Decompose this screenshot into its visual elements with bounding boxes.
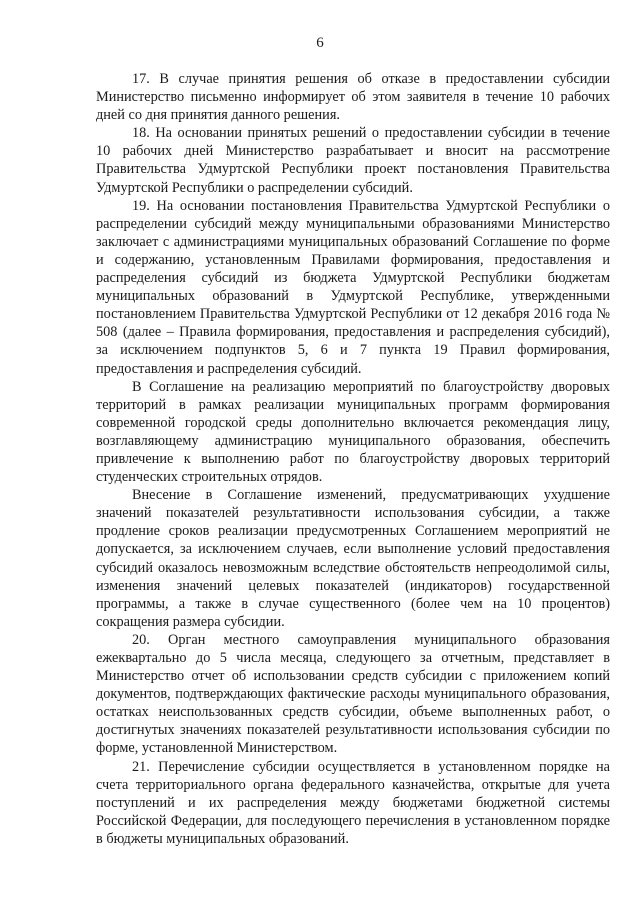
paragraph-17: 17. В случае принятия решения об отказе в предоставлении субсидии Министерство письменно информирует об этом заявителя в течение 10 рабочих дней со дня принятия данного решения.: [96, 71, 610, 124]
document-body: [96, 70, 610, 848]
paragraph-20: 20. Орган местного самоуправления муниципального образования ежеквартально до 5 числа месяца, следующего за отчетным, представляет в Министерство отчет об использовании средств субсидии с приложением копий документов, подтверждающих фактические расходы муниципального образования, остатках неиспользованных средств субсидии, объеме выполненных работ, о достигнутых значениях показателей результативности использования субсидии по форме, установленной Министерством.: [96, 631, 610, 757]
page-number: 6: [316, 35, 324, 51]
paragraph-21: 21. Перечисление субсидии осуществляется в установленном порядке на счета территориального органа федерального казначейства, открытые для учета поступлений и их распределения между бюджетами бюджетной системы Российской Федерации, для последующего перечисления в установленном порядке в бюджеты муниципальных образований.: [96, 758, 610, 847]
paragraph-18: 18. На основании принятых решений о предоставлении субсидии в течение 10 рабочих дней Министерство разрабатывает и вносит на рассмотрение Правительства Удмуртской Республики проект постановления Правительства Удмуртской Республики о распределении субсидий.: [96, 125, 610, 196]
paragraph-19: 19. На основании постановления Правительства Удмуртской Республики о распределении субсидий между муниципальными образованиями Министерство заключает с администрациями муниципальных образований Соглашение по форме и содержанию, установленным Правилами формирования, предоставления и распределения субсидий из бюджета Удмуртской Республики бюджетам муниципальных образований в Удмуртской Республике, утвержденными постановлением Правительства Удмуртской Республики от 12 декабря 2016 года № 508 (далее – Правила формирования, предоставления и распределения субсидий), за исключением подпунктов 5, 6 и 7 пункта 19 Правил формирования, предоставления и распределения субсидий.: [96, 197, 610, 377]
paragraph-agreement-changes: Внесение в Соглашение изменений, предусматривающих ухудшение значений показателей результативности использования субсидии, а также продление сроков реализации предусмотренных Соглашением мероприятий не допускается, за исключением случаев, если выполнение условий предоставления субсидий оказалось невозможным вследствие обстоятельств непреодолимой силы, изменения значений целевых показателей (индикаторов) государственной программы, а также в случае существенного (более чем на 10 процентов) сокращения размера субсидии.: [96, 487, 610, 630]
paragraph-agreement-improvement: В Соглашение на реализацию мероприятий по благоустройству дворовых территорий в рамках реализации муниципальных программ формирования современной городской среды дополнительно включается рекомендация лицу, возглавляющему администрацию муниципального образования, обеспечить привлечение к выполнению работ по благоустройству дворовых территорий студенческих строительных отрядов.: [96, 378, 610, 486]
